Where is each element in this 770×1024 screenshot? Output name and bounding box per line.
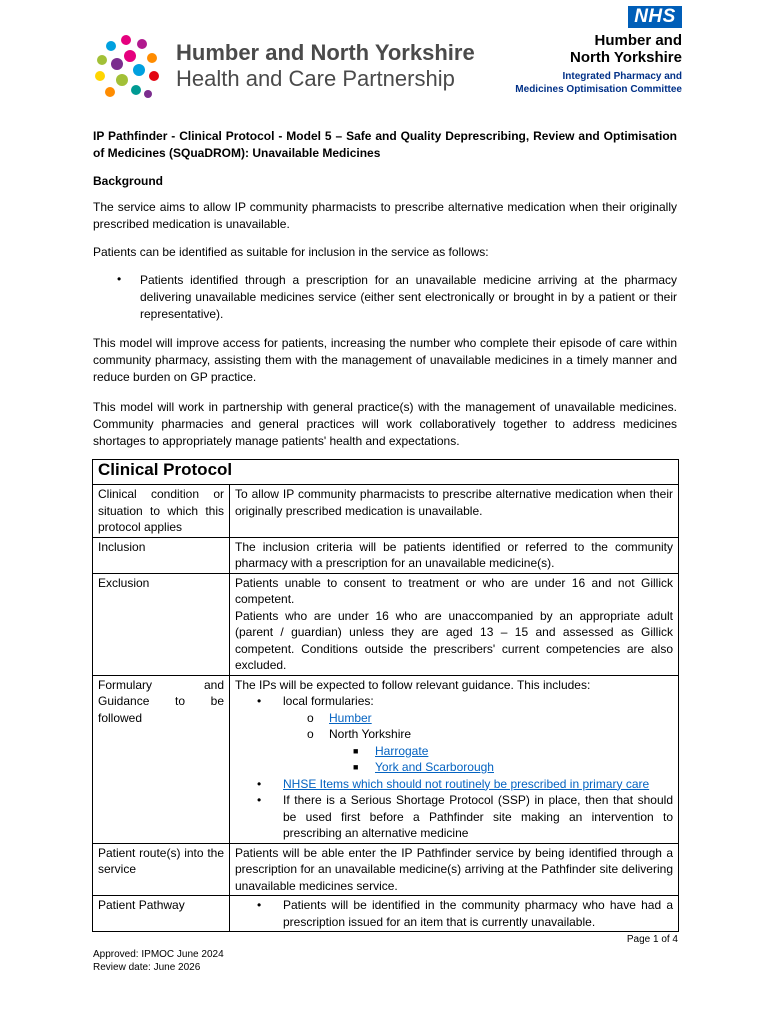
table-row [93,537,679,573]
table-row [93,896,679,932]
bullet-icon: • [257,776,262,791]
nhse-items-link[interactable]: NHSE Items which should not routinely be prescribed in primary care [283,776,650,791]
nhs-logo: NHS [628,6,682,28]
approved-date: Approved: IPMOC June 2024 [93,949,224,960]
table-row [93,675,679,843]
bullet-icon: • [257,898,262,912]
table-heading: Clinical Protocol [93,460,679,485]
background-paragraph-2: Patients can be identified as suitable for inclusion in the service as follows: [93,245,489,259]
harrogate-link[interactable]: Harrogate [375,743,429,758]
organisation-name [176,40,475,92]
page-number: Page 1 of 4 [626,934,678,945]
pathway-text: Patients will be identified in the community pharmacy who have had a prescription issued for an item that is currently unavailable. [283,898,673,929]
circle-bullet-icon: o [307,710,314,725]
formulary-list [235,693,673,842]
committee-line1: Integrated Pharmacy and [562,71,682,82]
north-yorkshire-label: North Yorkshire [329,727,412,741]
exclusion-cell [230,573,679,675]
route-text: Patients will be able enter the IP Pathfinder service by being identified through a prescription for an unavailable medicine(s) arriving at the Pathfinder site delivering unavailable medicines service. [230,843,679,896]
list-item [235,693,673,710]
pathway-label: Patient Pathway [93,896,230,932]
bullet-icon: • [117,272,122,286]
committee-line2: Medicines Optimisation Committee [515,84,682,95]
background-paragraph-1: The service aims to allow IP community pharmacists to prescribe alternative medication when their originally prescribed medication is unavailable. [93,200,677,231]
org-name-line1: Humber and North Yorkshire [176,40,475,65]
background-paragraph-4: This model will work in partnership with general practice(s) with the management of unavailable medicines. Community pharmacies and general practices will work collaboratively together to address medicines shortages to appropriately manage patients' health and expectations. [93,400,677,448]
org-name-line2: Health and Care Partnership [176,66,455,91]
committee-name [515,70,682,96]
bullet-icon: • [257,793,262,807]
inclusion-bullet: Patients identified through a prescription for an unavailable medicine arriving at the pharmacy delivering unavailable medicines service (either sent electronically or brought in by a patient or their representative). [140,273,677,321]
pathway-list [235,897,673,930]
pathway-cell [230,896,679,932]
list-item [235,759,673,776]
clinical-protocol-table [92,459,679,932]
formulary-label: Formulary and Guidance to be followed [93,675,230,843]
condition-text: To allow IP community pharmacists to prescribe alternative medication when their originally prescribed medication is unavailable. [230,485,679,538]
formulary-intro: The IPs will be expected to follow relevant guidance. This includes: [235,677,591,692]
list-item [235,897,673,930]
region-title [570,32,682,66]
region-title-line2: North Yorkshire [570,49,682,66]
condition-label: Clinical condition or situation to which this protocol applies [93,485,230,538]
exclusion-text-2: Patients who are under 16 who are unaccompanied by an appropriate adult (parent / guardian) unless they are aged 13 – 15 and assessed as Gillick competent. Conditions outside the prescribers' current competencies are also excluded. [235,608,673,672]
review-date: Review date: June 2026 [93,962,201,973]
inclusion-label: Inclusion [93,537,230,573]
background-paragraph-3: This model will improve access for patients, increasing the number who complete their episode of care within community pharmacy, assisting them with the management of unavailable medicines in a timely manner and reduce burden on GP practice. [93,336,677,384]
table-heading-row [93,460,679,485]
circle-bullet-icon: o [307,727,314,741]
list-item [235,776,673,793]
york-scarborough-link[interactable]: York and Scarborough [375,760,494,774]
table-row [93,843,679,896]
list-item [235,792,673,842]
exclusion-label: Exclusion [93,573,230,675]
local-formularies-label: local formularies: [283,694,374,708]
bullet-icon: • [257,694,262,708]
humber-link[interactable]: Humber [329,710,372,725]
square-bullet-icon: ■ [353,745,359,756]
document-title: IP Pathfinder - Clinical Protocol - Model 5 – Safe and Quality Deprescribing, Review and Optimisation of Medicines (SQuaDROM): Unavailable Medicines [93,129,677,160]
exclusion-text-1: Patients unable to consent to treatment or who are under 16 and not Gillick competent. [235,575,673,606]
region-title-line1: Humber and [594,32,682,49]
background-heading: Background [93,174,164,188]
table-row [93,573,679,675]
square-bullet-icon: ■ [353,762,359,772]
list-item [235,710,673,727]
list-item [235,726,673,743]
partnership-dots-logo-icon [92,34,164,102]
formulary-cell [230,675,679,843]
ssp-text: If there is a Serious Shortage Protocol (SSP) in place, then that should be used first before a Pathfinder site making an intervention to prescribing an alternative medicine [283,793,673,840]
route-label: Patient route(s) into the service [93,843,230,896]
table-row [93,485,679,538]
approval-info [93,948,224,974]
inclusion-text: The inclusion criteria will be patients identified or referred to the community pharmacy with a prescription for an unavailable medicine(s). [230,537,679,573]
list-item [235,743,673,760]
